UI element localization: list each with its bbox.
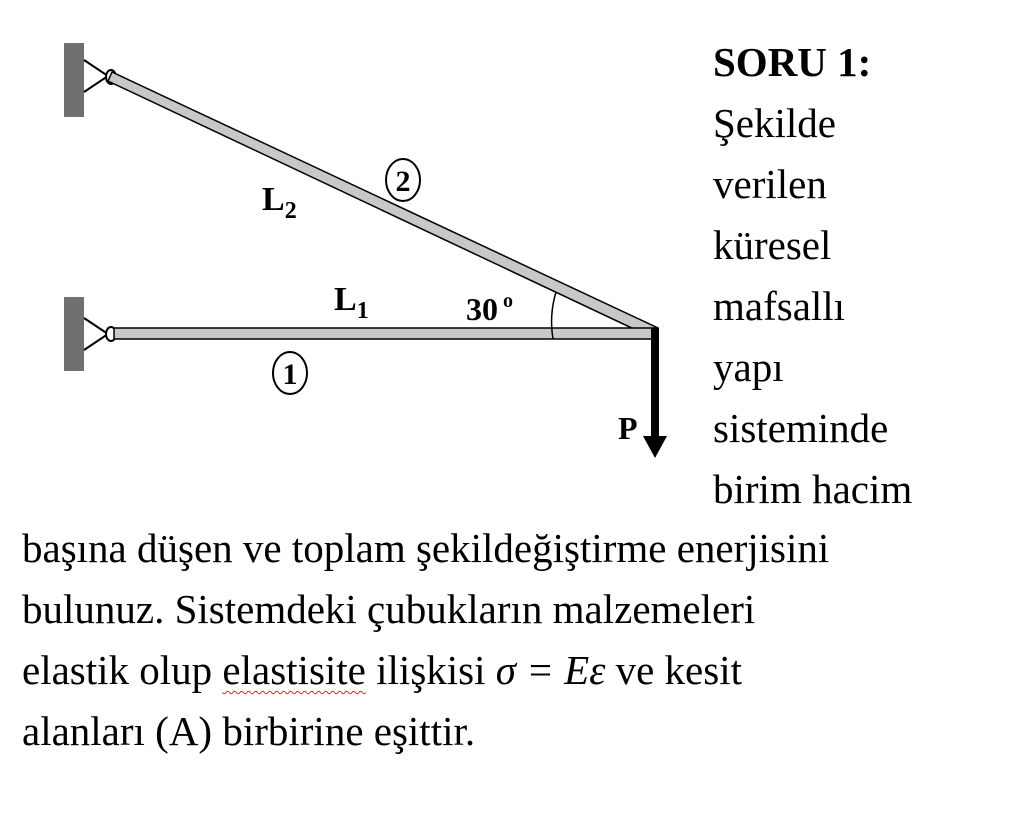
question-title: SORU 1: [713, 39, 872, 85]
member-2-length-label: $L_2$ [262, 181, 297, 224]
stress-strain-formula: σ = Eε [495, 647, 606, 693]
para-line-4: alanları (A) birbirine eşittir. [22, 708, 476, 754]
member-1-number: 1 [282, 358, 298, 391]
side-line-5: yapı [713, 344, 784, 390]
side-line-2: verilen [713, 161, 827, 207]
spellcheck-word: elastisite [222, 647, 366, 693]
side-line-3: küresel [713, 222, 832, 268]
upper-wall-support [64, 43, 84, 117]
para-line-2: bulunuz. Sistemdeki çubukların malzemeleri [22, 586, 756, 632]
member-2-bar [108, 72, 658, 338]
truss-figure [0, 0, 700, 480]
para-line-3-part-c: ve kesit [605, 647, 742, 693]
member-2-number: 2 [395, 165, 411, 198]
para-line-3 [22, 640, 1007, 701]
side-line-7: birim hacim [713, 466, 913, 512]
angle-label: 30 $^o$ [466, 290, 513, 327]
lower-pin-support [84, 318, 108, 350]
question-paragraph [22, 518, 1007, 762]
para-line-1: başına düşen ve toplam şekildeğiştirme enerjisini [22, 525, 830, 571]
para-line-3-part-b: ilişkisi [365, 647, 496, 693]
load-label: P [618, 410, 638, 446]
load-arrow-head [643, 436, 667, 458]
para-line-3-part-a: elastik olup [22, 647, 223, 693]
lower-wall-support [64, 297, 84, 371]
load-arrow-shaft [651, 328, 659, 438]
side-line-6: sisteminde [713, 405, 889, 451]
upper-pin-support [84, 60, 108, 92]
member-1-bar [114, 328, 657, 339]
question-side-text [713, 32, 1011, 520]
side-line-4: mafsallı [713, 283, 846, 329]
member-1-length-label: $L_1$ [334, 281, 369, 324]
side-line-1: Şekilde [713, 100, 836, 146]
